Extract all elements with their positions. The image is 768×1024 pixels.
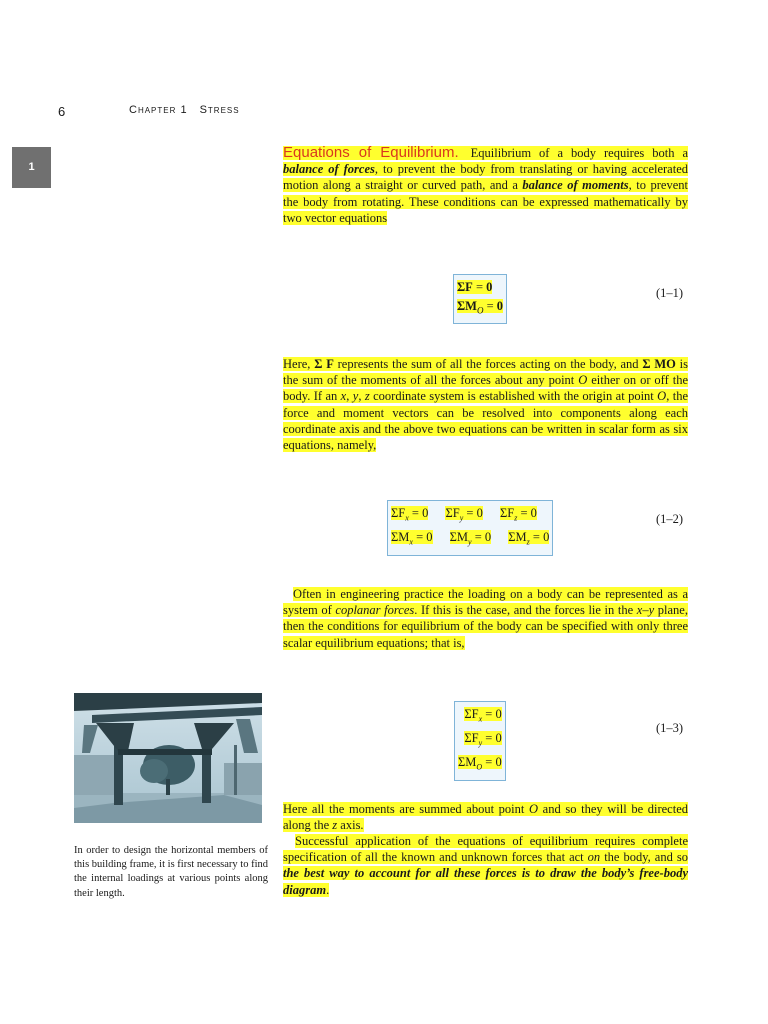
text-run: either on or off the body. If an	[283, 373, 688, 404]
text-run: y	[352, 389, 359, 404]
figure-caption: In order to design the horizontal members of this building frame, it is first necessary to find the internal loadings at various points along their length.	[74, 845, 268, 899]
text-run: coplanar forces	[335, 603, 415, 618]
eq-mx: $\Sigma M_x = 0$	[391, 530, 433, 547]
eq3-fy: $\Sigma F_y = 0$	[464, 731, 502, 748]
text-run: and so they will be directed along the	[283, 802, 689, 833]
paragraph-moments	[283, 801, 688, 833]
page-number: 6	[58, 104, 66, 119]
text-run: Here all the moments are summed about point	[283, 802, 530, 816]
text-run: .	[326, 882, 330, 897]
eq-fx: $\Sigma F_x = 0$	[391, 506, 429, 523]
paragraph-free-body	[283, 833, 688, 898]
text-run: O	[578, 373, 588, 388]
text-run: balance of moments	[522, 178, 629, 193]
text-run: O	[529, 802, 539, 816]
paragraph-coplanar	[283, 586, 688, 651]
text-run: ,	[346, 389, 353, 404]
building-frame-image	[74, 693, 262, 823]
chapter-tab: 1	[12, 147, 51, 188]
equation-1-2	[387, 500, 553, 556]
eq-my: $\Sigma M_y = 0$	[449, 530, 492, 547]
text-run: Often in engineering practice the loading on a body can be represented as a system of	[283, 587, 688, 618]
text-run: z	[364, 389, 370, 404]
eq-sum-force: ΣF = 0	[457, 280, 493, 294]
text-run: x	[340, 389, 347, 404]
text-run: . If this is the case, and the forces lie in the	[414, 603, 637, 618]
text-run: Here,	[283, 357, 315, 371]
text-run: Σ MO	[642, 357, 676, 371]
text-run: O	[657, 389, 667, 404]
text-run: , to prevent the body from rotating. These conditions can be expressed mathematically by two vector equations	[283, 178, 688, 225]
building-frame-photo	[74, 693, 262, 823]
text-run: x–y	[636, 603, 655, 618]
eq-sum-moment: $\Sigma M_O = 0$	[457, 298, 504, 315]
equation-1-1	[453, 274, 507, 324]
paragraph-sums	[283, 356, 688, 453]
equation-number-1-2: (1–2)	[656, 512, 684, 526]
equation-number-1-3: (1–3)	[656, 721, 684, 735]
intro-paragraph	[283, 145, 688, 226]
section-heading: Equations of Equilibrium.	[283, 144, 459, 161]
chapter-label: Chapter 1	[129, 104, 188, 116]
text-run: Successful application of the equations of equilibrium requires complete specification of all the known and unknown forces that act	[283, 834, 688, 865]
eq3-mo: $\Sigma M_O = 0$	[458, 755, 502, 772]
text-run: the body, and so	[600, 850, 688, 865]
text-run: , the force and moment vectors can be resolved into components along each coordinate axis and the above two equations can be written in scalar form as six equations, namely,	[283, 389, 689, 453]
eq-fy: $\Sigma F_y = 0$	[445, 506, 483, 523]
text-run: is the sum of the moments of all the forces about any point	[283, 357, 688, 388]
running-header	[129, 104, 240, 116]
text-run: coordinate system is established with the origin at point	[369, 389, 658, 404]
section-label: Stress	[199, 104, 240, 116]
text-run: on	[587, 850, 601, 865]
eq-fz: $\Sigma F_z = 0$	[499, 506, 537, 523]
text-run: Equilibrium of a body requires both a	[470, 146, 688, 160]
equation-1-3	[454, 701, 506, 781]
text-run: the best way to account for all these forces is to draw the body’s free-body diagram	[283, 866, 688, 897]
text-run: balance of forces	[283, 162, 375, 177]
equation-number-1-1: (1–1)	[656, 286, 684, 300]
text-run: ,	[358, 389, 365, 404]
text-run: z	[332, 818, 338, 833]
text-run: , to prevent the body from translating or having accelerated motion along a straight or curved path, and a	[283, 162, 689, 193]
text-run: axis.	[337, 818, 364, 833]
eq-mz: $\Sigma M_z = 0$	[508, 530, 550, 547]
text-run: Σ F	[314, 357, 334, 371]
eq3-fx: $\Sigma F_x = 0$	[464, 707, 502, 724]
text-run: represents the sum of all the forces acting on the body, and	[333, 357, 643, 371]
text-run: plane, then the conditions for equilibrium of the body can be specified with only three scalar equilibrium equations; that is,	[283, 603, 688, 650]
